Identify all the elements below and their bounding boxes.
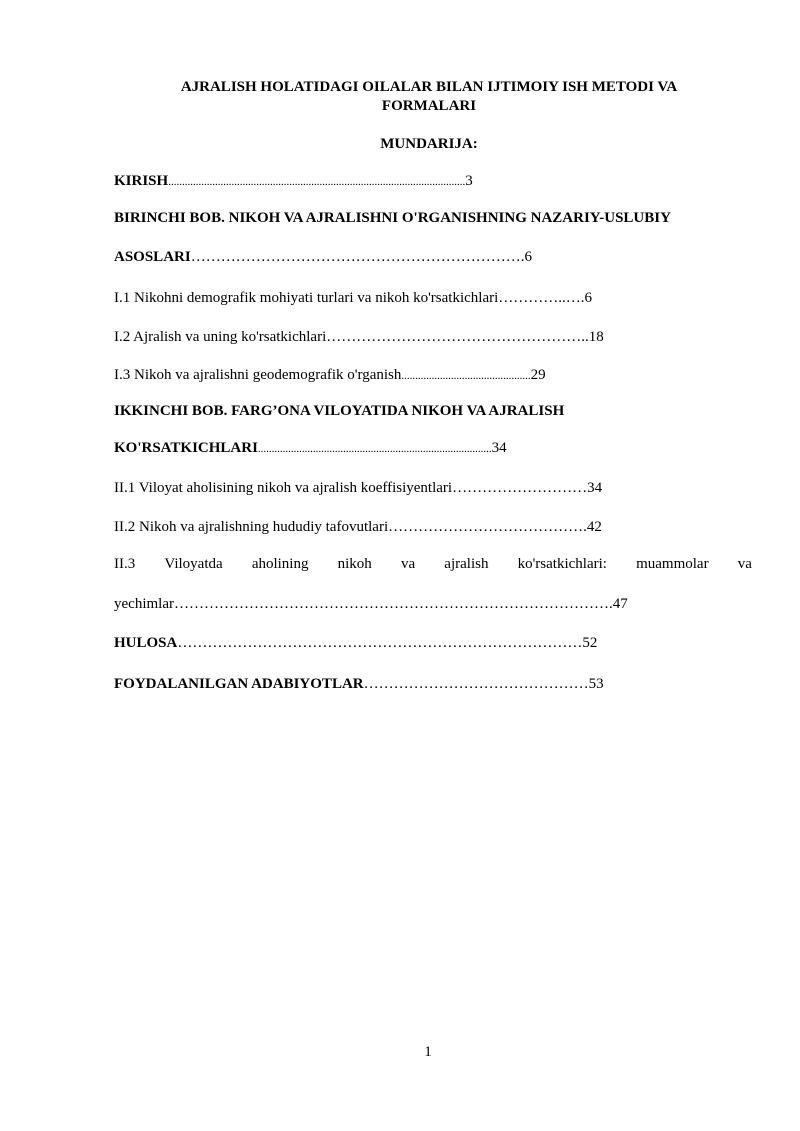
document-title-line2: FORMALARI — [381, 98, 477, 114]
toc-entry-2-2 — [114, 518, 602, 536]
toc-page: 18 — [588, 329, 604, 345]
toc-entry-hulosa — [114, 634, 597, 652]
toc-entry-1-1 — [114, 289, 592, 307]
toc-entry-2-1 — [114, 479, 602, 497]
toc-leader: ……………………………………………………………………………. — [173, 596, 613, 612]
toc-label: ASOSLARI — [114, 249, 191, 265]
toc-leader: …………………………………………………………. — [190, 249, 525, 265]
toc-leader: ……………………… — [452, 480, 588, 496]
toc-leader: …………..…. — [498, 290, 585, 306]
toc-word: nikoh — [337, 556, 372, 572]
toc-page: 53 — [588, 676, 604, 692]
toc-entry-1-2 — [114, 328, 604, 346]
document-title — [100, 78, 758, 116]
toc-leader: ……………………………………… — [363, 676, 589, 692]
toc-leader: ............................................... — [401, 370, 531, 382]
page-number: 1 — [424, 1044, 432, 1060]
toc-word: muammolar — [636, 556, 709, 572]
toc-label: KO'RSATKICHLARI — [114, 440, 258, 456]
toc-word: va — [737, 556, 752, 572]
toc-entry-2-3-line1 — [114, 555, 752, 573]
toc-leader: ……………………………………………………………………… — [177, 635, 583, 651]
toc-chapter1-title: BIRINCHI BOB. NIKOH VA AJRALISHNI O'RGANISHNING NAZARIY-USLUBIY — [114, 210, 671, 226]
toc-entry-chapter1 — [114, 248, 532, 266]
toc-entry-1-3 — [114, 366, 546, 385]
toc-leader: …………………………………………….. — [326, 329, 589, 345]
toc-label: HULOSA — [114, 635, 178, 651]
toc-word: ko'rsatkichlari: — [517, 556, 607, 572]
toc-entry-chapter2 — [114, 439, 507, 458]
toc-word: Viloyatda — [164, 556, 223, 572]
toc-label: KIRISH — [114, 173, 169, 189]
document-title-line1: AJRALISH HOLATIDAGI OILALAR BILAN IJTIMOIY ISH METODI VA — [180, 79, 678, 95]
toc-page: 34 — [491, 440, 507, 456]
toc-page: 29 — [530, 367, 546, 383]
toc-page: 6 — [524, 249, 532, 265]
toc-page: 34 — [587, 480, 603, 496]
toc-label: II.2 Nikoh va ajralishning hududiy tafovutlari — [114, 519, 389, 535]
toc-word: aholining — [251, 556, 309, 572]
toc-page: 6 — [584, 290, 593, 306]
toc-label: yechimlar — [114, 596, 174, 612]
toc-word: II.3 — [114, 556, 136, 572]
toc-page: 52 — [582, 635, 598, 651]
toc-label: FOYDALANILGAN ADABIYOTLAR — [114, 676, 364, 692]
toc-page: 3 — [465, 173, 473, 189]
toc-page: 42 — [586, 519, 602, 535]
toc-entry-2-3-line2 — [114, 595, 628, 613]
toc-label: II.1 Viloyat aholisining nikoh va ajralish koeffisiyentlari — [114, 480, 453, 496]
toc-word: ajralish — [444, 556, 489, 572]
toc-leader: ............................................................................................................ — [168, 176, 466, 188]
toc-entry-kirish — [114, 172, 473, 191]
toc-chapter2-title: IKKINCHI BOB. FARG’ONA VILOYATIDA NIKOH VA AJRALISH — [114, 403, 565, 419]
toc-entry-adabiyotlar — [114, 675, 604, 693]
toc-label: I.2 Ajralish va uning ko'rsatkichlari — [114, 329, 327, 345]
toc-word: va — [400, 556, 416, 572]
toc-page: 47 — [612, 596, 628, 612]
contents-heading: MUNDARIJA: — [380, 136, 478, 152]
toc-label: I.1 Nikohni demografik mohiyati turlari va nikoh ko'rsatkichlari — [114, 290, 499, 306]
toc-leader: …………………………………. — [388, 519, 587, 535]
toc-leader: ..................................................................................... — [257, 443, 492, 455]
toc-label: I.3 Nikoh va ajralishni geodemografik o'rganish — [114, 367, 402, 383]
